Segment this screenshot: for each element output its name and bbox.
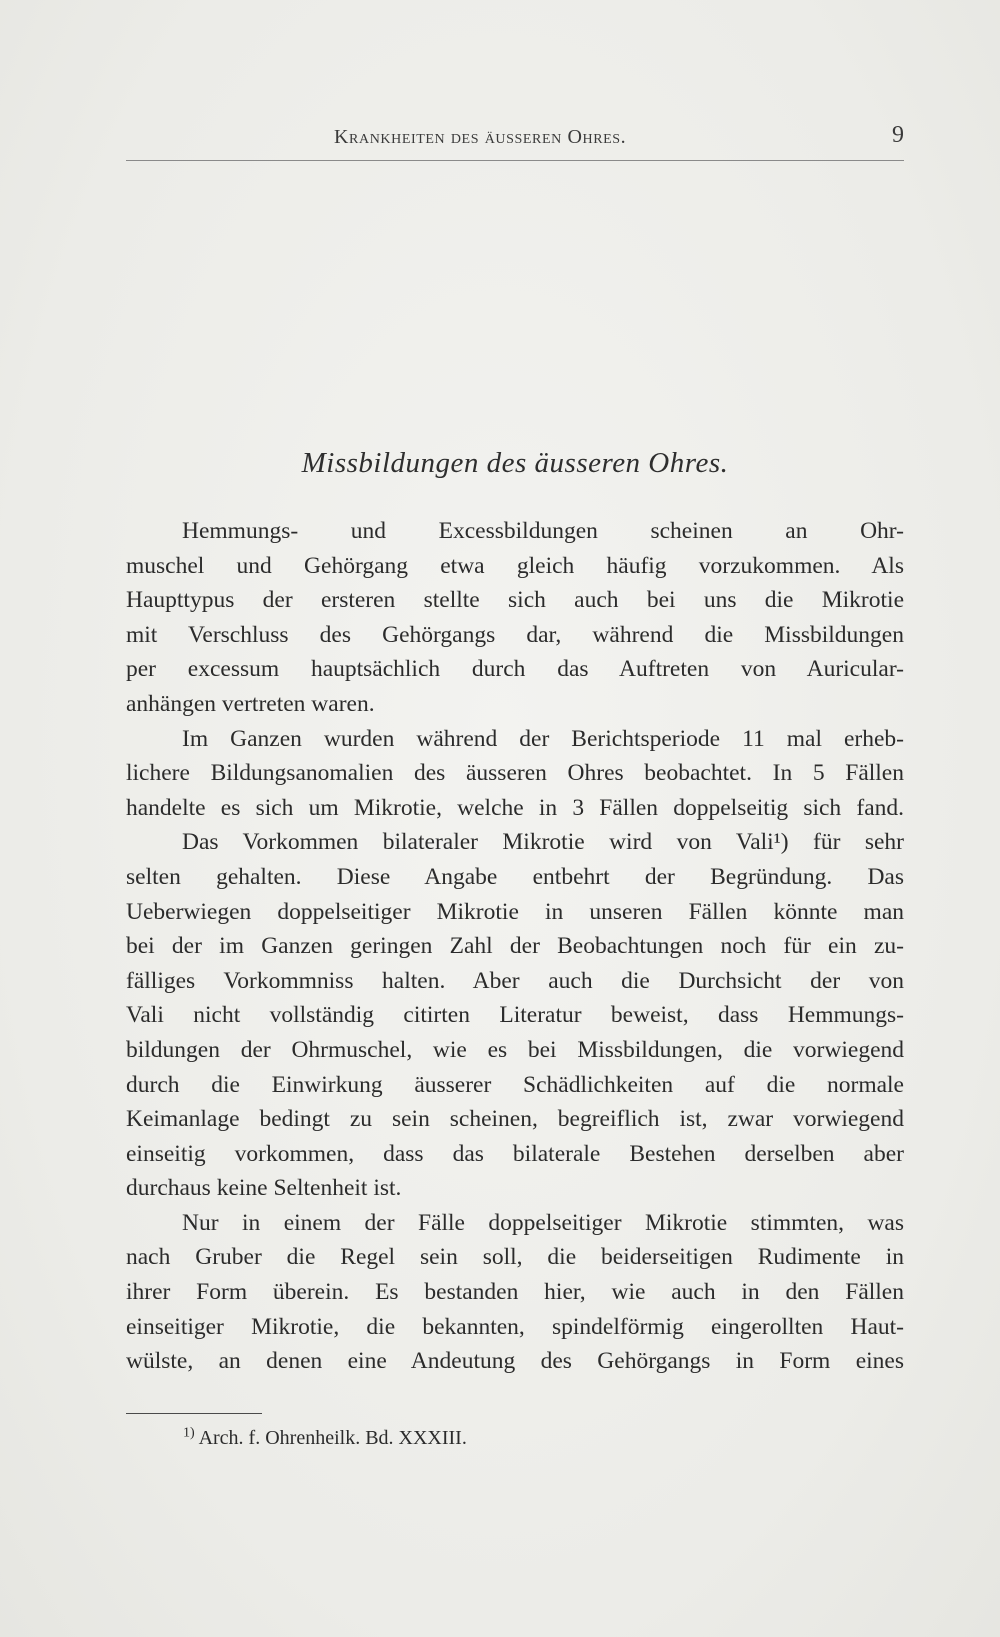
text-line: einseitig vorkommen, dass das bilaterale Bestehen derselben aber (126, 1140, 904, 1167)
text-line: muschel und Gehörgang etwa gleich häufig vorzukommen. Als (126, 552, 904, 579)
body-text (126, 514, 904, 1379)
text-line: bildungen der Ohrmuschel, wie es bei Missbildungen, die vorwiegend (126, 1036, 904, 1063)
footnote (183, 1427, 467, 1450)
text-line: lichere Bildungsanomalien des äusseren Ohres beobachtet. In 5 Fällen (126, 760, 904, 787)
header-rule (126, 160, 904, 161)
text-line: Ueberwiegen doppelseitiger Mikrotie in unseren Fällen könnte man (126, 898, 904, 925)
text-line: Keimanlage bedingt zu sein scheinen, begreiflich ist, zwar vorwiegend (126, 1106, 904, 1133)
text-line: durchaus keine Seltenheit ist. (126, 1175, 402, 1202)
text-line: mit Verschluss des Gehörgangs dar, während die Missbildungen (126, 621, 904, 648)
text-line: Im Ganzen wurden während der Berichtsperiode 11 mal erheb- (182, 725, 904, 752)
footnote-marker: 1) (183, 1425, 195, 1441)
text-line: Nur in einem der Fälle doppelseitiger Mikrotie stimmten, was (182, 1209, 904, 1236)
text-line: durch die Einwirkung äusserer Schädlichkeiten auf die normale (126, 1071, 904, 1098)
text-line: anhängen vertreten waren. (126, 690, 375, 717)
text-line: ihrer Form überein. Es bestanden hier, wie auch in den Fällen (126, 1279, 904, 1306)
text-line: einseitiger Mikrotie, die bekannten, spindelförmig eingerollten Haut- (126, 1313, 904, 1340)
text-line: wülste, an denen eine Andeutung des Gehörgangs in Form eines (126, 1348, 904, 1375)
section-heading: Missbildungen des äusseren Ohres. (301, 447, 729, 479)
footnote-rule (126, 1413, 262, 1414)
text-line: selten gehalten. Diese Angabe entbehrt der Begründung. Das (126, 863, 904, 890)
footnote-text: Arch. f. Ohrenheilk. Bd. XXXIII. (198, 1427, 467, 1449)
running-head (126, 122, 904, 154)
text-line: bei der im Ganzen geringen Zahl der Beobachtungen noch für ein zu- (126, 933, 904, 960)
text-line: per excessum hauptsächlich durch das Auftreten von Auricular- (126, 656, 904, 683)
running-title: Krankheiten des äusseren Ohres. (334, 126, 627, 148)
text-line: Vali nicht vollständig citirten Literatur beweist, dass Hemmungs- (126, 1002, 904, 1029)
text-line: Hemmungs- und Excessbildungen scheinen an Ohr- (182, 518, 904, 544)
text-line: Haupttypus der ersteren stellte sich auch bei uns die Mikrotie (126, 587, 904, 614)
text-line: Das Vorkommen bilateraler Mikrotie wird von Vali¹) für sehr (182, 829, 904, 856)
text-line: handelte es sich um Mikrotie, welche in 3 Fällen doppelseitig sich fand. (126, 794, 904, 821)
text-line: nach Gruber die Regel sein soll, die beiderseitigen Rudimente in (126, 1244, 904, 1271)
page-number: 9 (892, 122, 904, 148)
text-line: fälliges Vorkommniss halten. Aber auch die Durchsicht der von (126, 967, 904, 994)
